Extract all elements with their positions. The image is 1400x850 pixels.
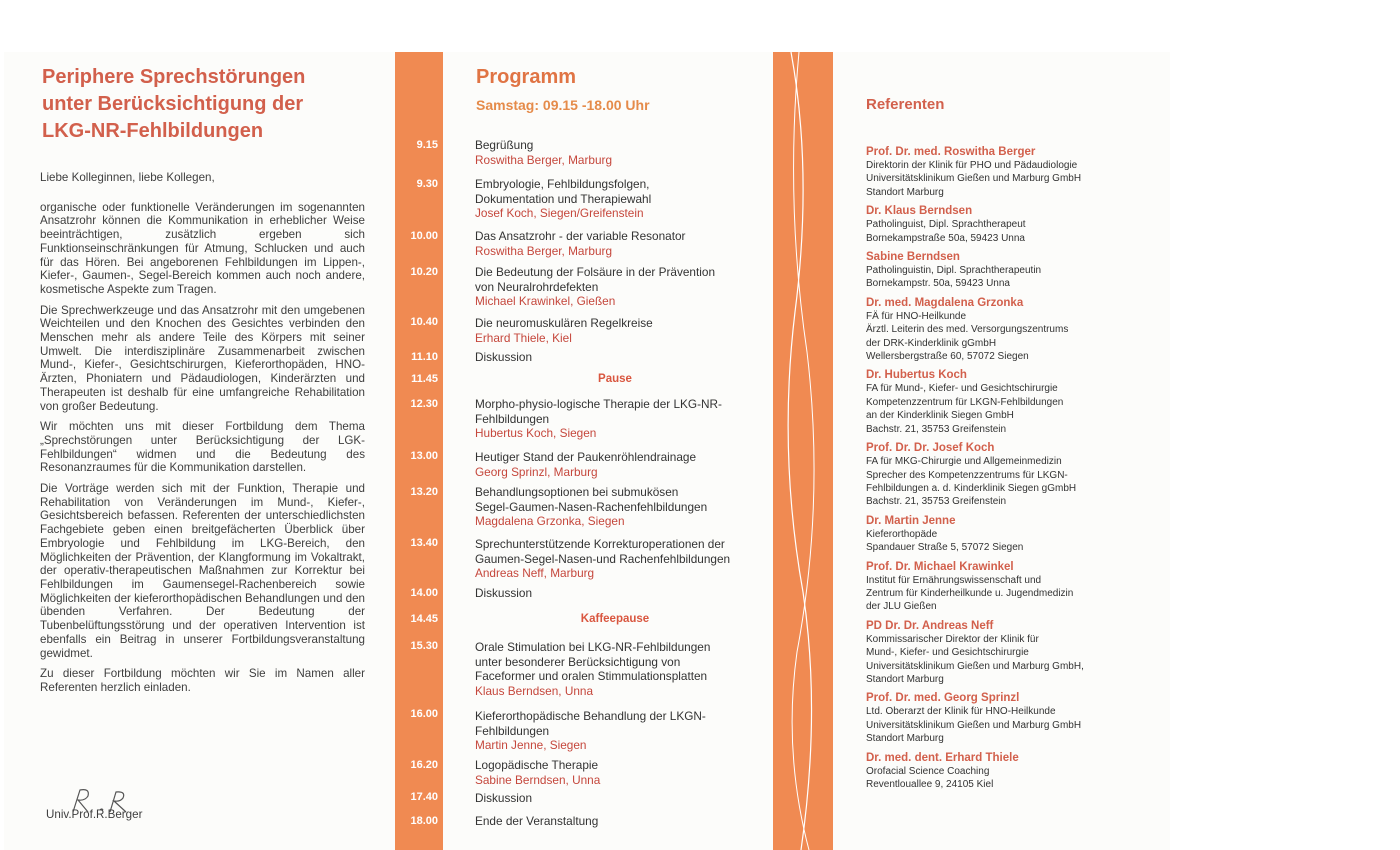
referent-detail: Patholinguist, Dipl. Sprachtherapeut (866, 219, 1026, 231)
referent-detail: an der Kinderklinik Siegen GmbH (866, 410, 1014, 422)
referent-detail: Fehlbildungen a. d. Kinderklinik Siegen gGmbH (866, 482, 1077, 494)
referent-detail: Standort Marburg (866, 673, 944, 685)
program-item (475, 265, 775, 309)
referent-entry (866, 204, 1156, 245)
session-title-line: Orale Stimulation bei LKG-NR-Fehlbildungen (475, 640, 711, 654)
title-line: unter Berücksichtigung der (42, 93, 304, 115)
referent-detail: Universitätsklinikum Gießen und Marburg GmbH (866, 173, 1082, 185)
program-item (475, 640, 775, 698)
session-speaker: Hubertus Koch, Siegen (475, 426, 597, 441)
program-item (475, 138, 775, 167)
intro-paragraph: Zu dieser Fortbildung möchten wir Sie im Namen aller Referenten herzlich einladen. (40, 667, 365, 694)
decorative-stripe (773, 52, 833, 850)
session-time: 18.00 (410, 815, 438, 827)
session-title-line: Ende der Veranstaltung (475, 814, 599, 828)
referent-detail: Bornekampstr. 50a, 59423 Unna (866, 278, 1010, 290)
referent-entry (866, 514, 1156, 555)
referent-list (866, 145, 1156, 791)
flyer-title (42, 64, 365, 145)
session-speaker: Andreas Neff, Marburg (475, 566, 595, 581)
signature-block (46, 786, 246, 826)
session-title-line: Das Ansatzrohr - der variable Resonator (475, 229, 686, 243)
referent-detail: der DRK-Kinderklinik gGmbH (866, 337, 997, 349)
referent-detail: Zentrum für Kinderheilkunde u. Jugendmedizin (866, 587, 1074, 599)
break-label: Pause (598, 373, 632, 385)
session-time: 14.45 (410, 613, 438, 625)
program-item (475, 485, 775, 529)
intro-paragraph: Die Sprechwerkzeuge und das Ansatzrohr mit den umgebenen Weichteilen und den Knochen des Gesichtes verbinden den Menschen mehr als andere Teile des Körpers mit seiner Umwelt. Die interdisziplinäre Zusammenarbeit zwischen Mund-, Kiefer-, Gesichtschirurgen, Kieferorthopäden, HNO-Ärzten, Phoniatern und Pädaudiologen, Kinderärzten und Therapeuten ist deshalb für eine umfangreiche Rehabilitation von großer Bedeutung. (40, 303, 365, 413)
intro-column (40, 64, 365, 702)
title-line: Periphere Sprechstörungen (42, 66, 306, 88)
referent-entry (866, 441, 1156, 509)
session-speaker: Sabine Berndsen, Unna (475, 772, 601, 787)
session-title-line: Heutiger Stand der Paukenröhlendrainage (475, 450, 697, 464)
session-title-line: unter besonderer Berücksichtigung von (475, 654, 681, 669)
session-speaker: Roswitha Berger, Marburg (475, 152, 613, 167)
referent-detail: Standort Marburg (866, 186, 944, 198)
session-speaker: Michael Krawinkel, Gießen (475, 294, 616, 309)
referent-name: Prof. Dr. med. Georg Sprinzl (866, 692, 1020, 705)
referent-name: PD Dr. Dr. Andreas Neff (866, 619, 994, 632)
session-time: 13.40 (410, 537, 438, 549)
referent-detail: Orofacial Science Coaching (866, 765, 990, 777)
referent-detail: Bornekampstraße 50a, 59423 Unna (866, 232, 1025, 244)
session-time: 10.00 (410, 230, 438, 242)
session-title-line: Begrüßung (475, 138, 534, 152)
referent-name: Prof. Dr. Michael Krawinkel (866, 560, 1014, 573)
session-time: 13.00 (410, 450, 438, 462)
referent-detail: Wellersbergstraße 60, 57072 Siegen (866, 351, 1029, 363)
session-speaker: Georg Sprinzl, Marburg (475, 464, 598, 479)
session-title-line: Gaumen-Segel-Nasen-und Rachenfehlbildungen (475, 551, 731, 566)
referent-entry (866, 619, 1156, 687)
referent-name: Dr. med. Magdalena Grzonka (866, 296, 1024, 309)
referent-name: Dr. Hubertus Koch (866, 369, 967, 382)
session-title-line: Embryologie, Fehlbildungsfolgen, (475, 177, 650, 191)
session-time: 10.40 (410, 316, 438, 328)
intro-paragraph: organische oder funktionelle Veränderungen im sogenannten Ansatzrohr können die Kommunikation in erheblicher Weise beeinträchtigen, zusätzlich ergeben sich Funktionseinschränkungen für Atmung, Schlucken und auch für das Hören. Bei angeborenen Fehlbildungen im Lippen-, Kiefer-, Gaumen-, Segel-Bereich kommen auch noch andere, kosmetische Aspekte zum Tragen. (40, 200, 365, 296)
program-subtitle: Samstag: 09.15 -18.00 Uhr (476, 97, 650, 113)
referent-detail: Sprecher des Kompetenzzentrums für LKGN- (866, 469, 1068, 481)
session-time: 17.40 (410, 791, 438, 803)
break-label: Kaffeepause (580, 613, 650, 625)
referent-detail: Kommissarischer Direktor der Klinik für (866, 633, 1039, 645)
session-title-line: Sprechunterstützende Korrekturoperationen der (475, 537, 725, 551)
session-time: 9.15 (416, 139, 438, 151)
session-speaker: Josef Koch, Siegen/Greifenstein (475, 206, 644, 221)
session-title-line: von Neuralrohrdefekten (475, 279, 599, 294)
referent-detail: der JLU Gießen (866, 601, 937, 613)
program-item (475, 350, 775, 365)
program-header (476, 66, 650, 113)
referent-name: Dr. Martin Jenne (866, 514, 956, 527)
referent-name: Dr. med. dent. Erhard Thiele (866, 751, 1019, 764)
session-title-line: Dokumentation und Therapiewahl (475, 191, 652, 206)
referent-detail: Universitätsklinikum Gießen und Marburg GmbH (866, 719, 1082, 731)
program-item (475, 814, 775, 829)
referent-detail: FÄ für HNO-Heilkunde (866, 310, 967, 322)
session-title-line: Faceformer und oralen Stimmulationsplatten (475, 669, 708, 684)
referent-detail: Universitätsklinikum Gießen und Marburg GmbH, (866, 660, 1084, 672)
session-time: 15.30 (410, 640, 438, 652)
session-time: 14.00 (410, 587, 438, 599)
program-item (475, 586, 775, 601)
program-item (475, 791, 775, 806)
session-title-line: Behandlungsoptionen bei submukösen (475, 485, 679, 499)
referent-name: Dr. Klaus Berndsen (866, 205, 973, 218)
referent-name: Prof. Dr. med. Roswitha Berger (866, 146, 1036, 158)
session-title-line: Fehlbildungen (475, 411, 550, 426)
program-item (475, 316, 775, 345)
session-time: 10.20 (410, 266, 438, 278)
referents-title: Referenten (866, 96, 945, 113)
referent-detail: Standort Marburg (866, 733, 944, 745)
referent-entry (866, 250, 1156, 291)
referent-name: Sabine Berndsen (866, 251, 960, 264)
session-time: 11.45 (411, 373, 438, 385)
session-time: 16.20 (410, 759, 438, 771)
program-item (475, 709, 775, 753)
session-time: 9.30 (416, 178, 438, 190)
referent-detail: Institut für Ernährungswissenschaft und (866, 574, 1042, 586)
referents-column (866, 96, 1156, 796)
referent-detail: Reventlouallee 9, 24105 Kiel (866, 779, 994, 790)
program-item (475, 450, 775, 479)
title-line: LKG-NR-Fehlbildungen (42, 120, 264, 142)
program-item (475, 537, 775, 581)
referent-detail: Ärztl. Leiterin des med. Versorgungszentrums (866, 324, 1069, 336)
program-item (475, 229, 775, 258)
session-speaker: Klaus Berndsen, Unna (475, 683, 594, 698)
session-speaker: Roswitha Berger, Marburg (475, 243, 613, 258)
referent-detail: Kompetenzzentrum für LKGN-Fehlbildungen (866, 396, 1064, 408)
program-title: Programm (476, 66, 577, 88)
referent-entry (866, 751, 1156, 792)
session-speaker: Martin Jenne, Siegen (475, 738, 587, 753)
session-time: 13.20 (410, 486, 438, 498)
session-title-line: Diskussion (475, 586, 533, 600)
session-title-line: Kieferorthopädische Behandlung der LKGN- (475, 709, 706, 723)
session-title-line: Diskussion (475, 350, 533, 364)
referent-detail: Mund-, Kiefer- und Gesichtschirurgie (866, 647, 1029, 659)
referent-detail: Bachstr. 21, 35753 Greifenstein (866, 496, 1007, 508)
signature-name: Univ.Prof.R.Berger (46, 808, 143, 821)
referent-detail: Bachstr. 21, 35753 Greifenstein (866, 423, 1007, 435)
intro-paragraph: Wir möchten uns mit dieser Fortbildung dem Thema „Sprechstörungen unter Berücksichtigung der LGK-Fehlbildungen“ widmen und die Bedeutung des Resonanzraumes für die Kommunikation darstellen. (40, 420, 365, 475)
referent-entry (866, 691, 1156, 745)
session-title-line: Fehlbildungen (475, 723, 550, 738)
session-title-line: Die Bedeutung der Folsäure in der Prävention (475, 265, 716, 279)
referent-detail: Direktorin der Klinik für PHO und Pädaudiologie (866, 160, 1078, 171)
referent-name: Prof. Dr. Dr. Josef Koch (866, 442, 995, 455)
session-time: 12.30 (410, 398, 438, 410)
session-title-line: Die neuromuskulären Regelkreise (475, 316, 653, 330)
referent-entry (866, 296, 1156, 364)
session-title-line: Logopädische Therapie (475, 758, 599, 772)
session-time: 11.10 (411, 351, 438, 363)
session-speaker: Erhard Thiele, Kiel (475, 330, 572, 345)
referent-detail: Spandauer Straße 5, 57072 Siegen (866, 542, 1024, 554)
referent-detail: Kieferorthopäde (866, 528, 938, 540)
referent-entry (866, 145, 1156, 199)
session-title-line: Segel-Gaumen-Nasen-Rachenfehlbildungen (475, 499, 708, 514)
session-title-line: Morpho-physio-logische Therapie der LKG-NR- (475, 397, 722, 411)
session-speaker: Magdalena Grzonka, Siegen (475, 514, 625, 529)
session-time: 16.00 (410, 708, 438, 720)
referent-entry (866, 368, 1156, 436)
program-item (475, 397, 775, 441)
greeting: Liebe Kolleginnen, liebe Kollegen, (40, 171, 215, 184)
program-item (475, 177, 775, 221)
referent-detail: Ltd. Oberarzt der Klinik für HNO-Heilkunde (866, 706, 1056, 718)
program-item (475, 758, 775, 787)
referent-detail: Patholinguistin, Dipl. Sprachtherapeutin (866, 265, 1042, 277)
session-title-line: Diskussion (475, 791, 533, 805)
wave-decoration (773, 52, 833, 850)
referent-entry (866, 560, 1156, 614)
referent-detail: FA für MKG-Chirurgie und Allgemeinmedizin (866, 456, 1062, 468)
referent-detail: FA für Mund-, Kiefer- und Gesichtschirurgie (866, 383, 1058, 395)
intro-paragraph: Die Vorträge werden sich mit der Funktion, Therapie und Rehabilitation von Veränderungen im Mund-, Kiefer-, Gesichtsbereich befassen. Referenten der unterschiedlichsten Fachgebiete geben einen breitgefächerten Überblick über Embryologie und Fehlbildung im LKG-Bereich, den Möglichkeiten der Prävention, der Klangformung im Vokaltrakt, der operativ-therapeutischen Maßnahmen zur Korrektur bei Fehlbildungen im Gaumensegel-Rachenbereich sowie Möglichkeiten der kieferorthopädischen Behandlungen und den übenden Verfahren. Der Bedeutung der Tubenbelüftungsstörung und der operativen Intervention ist ebenfalls ein Beitrag in unserer Fortbildungsveranstaltung gewidmet. (40, 482, 365, 660)
